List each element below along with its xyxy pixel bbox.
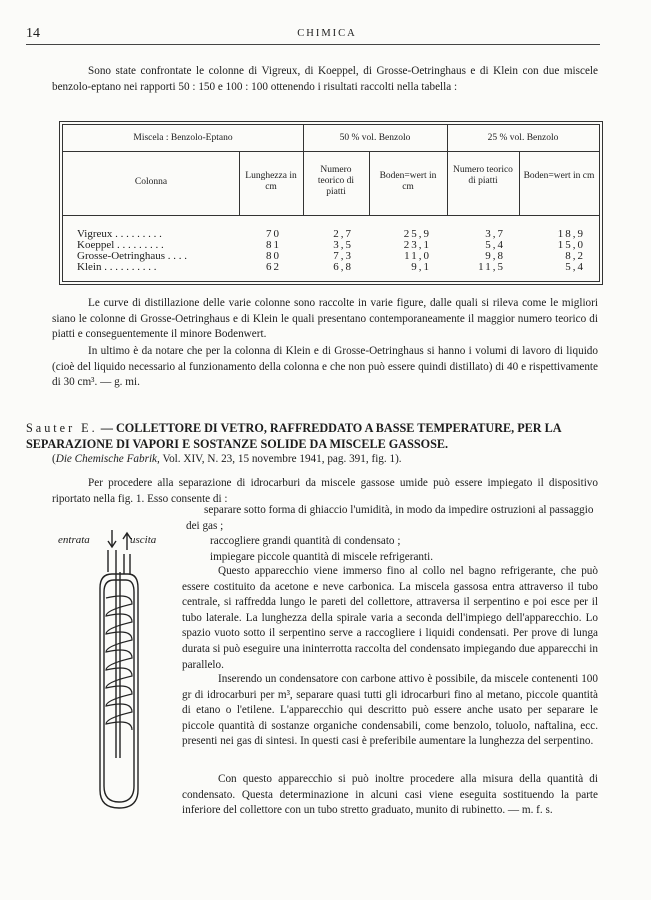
- figure-label-out: uscita: [130, 534, 157, 546]
- row-colonna: Koeppel . . . . . . . . .: [77, 239, 164, 251]
- figure-label-in: entrata: [58, 534, 90, 546]
- table-rule: [63, 215, 599, 216]
- row-numero-25: 3,7: [485, 228, 505, 240]
- list-item: impiegare piccole quantità di miscele refrigeranti.: [210, 550, 434, 563]
- row-lunghezza: 70: [266, 228, 281, 240]
- row-colonna: Grosse-Oetringhaus . . . .: [77, 250, 187, 262]
- serpentine-coil: [106, 596, 132, 730]
- row-boden-25: 15,0: [557, 239, 585, 251]
- row-colonna: Vigreux . . . . . . . . .: [77, 228, 162, 240]
- article-heading: [26, 420, 600, 452]
- col-lunghezza: Lunghezza in cm: [245, 171, 297, 192]
- list-item: raccogliere grandi quantità di condensato ;: [210, 535, 401, 548]
- running-head: CHIMICA: [297, 28, 357, 39]
- curves-paragraph: Le curve di distillazione delle varie colonne sono raccolte in varie figure, dalle quali si rileva come le migliori siano le colonne di Grosse-Oetringhaus e di Klein le quali presentano contemporaneamente il maggior numero teorico di piatti e conseguentemente il minore Bodenwert.: [52, 297, 598, 341]
- col-bodenwert-50: Boden=wert in cm: [379, 171, 437, 192]
- uses-list: [186, 503, 598, 565]
- vessel-outline: [100, 574, 138, 808]
- row-numero-25: 11,5: [478, 261, 505, 273]
- col-bodenwert-25: Boden=wert in cm: [523, 171, 595, 181]
- body-paragraph-1: Questo apparecchio viene immerso fino al collo nel bagno refrigerante, che può essere costituito da acetone e neve carbonica. La miscela gassosa entra attraverso il tubo centrale, si raffredda lungo le pareti del collettore, attraversa il serpentino e poi esce per il tubo laterale. La lunghezza della spirale varia a seconda dell'impiego dell'apparecchio. Lo spazio vuoto sotto il serpentino serve a raccogliere i liquidi condensati. Per prove di lunga durata si può eseguire una ininterrotta raccolta del condensato impiegando due apparecchi in parallelo.: [182, 565, 598, 671]
- row-numero-25: 9,8: [485, 250, 505, 262]
- inlet-arrow: [108, 530, 116, 547]
- results-table: [62, 124, 600, 282]
- journal-name: Die Chemische Fabrik,: [55, 453, 160, 465]
- intro-paragraph: Sono state confrontate le colonne di Vigreux, di Koeppel, di Grosse-Oetringhaus e di Klein con due miscele benzolo-eptano nei rapporti 50 : 150 e 100 : 100 ottenendo i risultati raccolti nella tabella :: [52, 65, 598, 93]
- header-rule: [26, 44, 600, 45]
- col-numero-teorico-50: Numero teorico di piatti: [317, 165, 355, 197]
- row-boden-25: 8,2: [565, 250, 585, 262]
- table-rule: [239, 151, 240, 215]
- row-lunghezza: 62: [266, 261, 281, 273]
- row-numero-25: 5,4: [485, 239, 505, 251]
- row-lunghezza: 81: [266, 239, 281, 251]
- body-intro: Per procedere alla separazione di idrocarburi da miscele gassose umide può essere impiegato il dispositivo riportato nella fig. 1. Esso consente di :: [52, 477, 598, 505]
- row-numero-50: 2,7: [333, 228, 353, 240]
- collector-diagram: [80, 528, 190, 818]
- row-boden-25: 5,4: [565, 261, 585, 273]
- header-50-benzolo: 50 % vol. Benzolo: [339, 133, 411, 143]
- table-rule: [369, 151, 370, 215]
- row-numero-50: 3,5: [333, 239, 353, 251]
- row-colonna: Klein . . . . . . . . . .: [77, 261, 157, 273]
- row-boden-50: 23,1: [403, 239, 431, 251]
- page-header: [26, 26, 628, 44]
- row-numero-50: 6,8: [333, 261, 353, 273]
- citation-details: Vol. XIV, N. 23, 15 novembre 1941, pag. 391, fig. 1).: [162, 453, 402, 465]
- article-author: Sauter E.: [26, 421, 98, 435]
- header-25-benzolo: 25 % vol. Benzolo: [487, 133, 559, 143]
- col-colonna: Colonna: [134, 177, 168, 187]
- row-boden-50: 9,1: [411, 261, 431, 273]
- body-paragraph-2: Inserendo un condensatore con carbone attivo è possibile, da miscele contenenti 100 gr di idrocarburi per m³, separare quasi tutti gli idrocarburi fino al metano, piccole quantità di etano o l'etilene. L'apparecchio qui descritto può essere anche usato per separare le piccole quantità di sostanze organiche condensabili, come benzolo, toluolo, naftalina, ecc. presenti nei gas di sintesi. In questi casi è preferibile aumentare la lunghezza del serpentino.: [182, 673, 598, 748]
- figure-collector: [58, 528, 190, 818]
- list-item: separare sotto forma di ghiaccio l'umidità, in modo da impedire ostruzioni al passaggio dei gas ;: [186, 504, 594, 532]
- article-citation: (Die Chemische Fabrik, Vol. XIV, N. 23, 15 novembre 1941, pag. 391, fig. 1).: [52, 453, 402, 465]
- row-boden-25: 18,9: [557, 228, 585, 240]
- row-lunghezza: 80: [266, 250, 281, 262]
- header-mixture: Miscela : Benzolo-Eptano: [133, 133, 233, 143]
- table-rule: [519, 151, 520, 215]
- row-boden-50: 25,9: [403, 228, 431, 240]
- page-number: 14: [26, 26, 40, 41]
- row-boden-50: 11,0: [404, 250, 431, 262]
- article-title: — COLLETTORE DI VETRO, RAFFREDDATO A BASSE TEMPERATURE, PER LA SEPARAZIONE DI VAPORI E SOSTANZE SOLIDE DA MISCELE GASSOSE.: [26, 421, 561, 451]
- body-paragraph-3: Con questo apparecchio si può inoltre procedere alla misura della quantità di condensato. Questa determinazione in alcuni casi viene eseguita sostituendo la parte inferiore del collettore con un tubo stretto graduato, munito di rubinetto. — m. f. s.: [182, 773, 598, 817]
- col-numero-teorico-25: Numero teorico di piatti: [453, 165, 513, 186]
- row-numero-50: 7,3: [333, 250, 353, 262]
- last-paragraph: In ultimo è da notare che per la colonna di Klein e di Grosse-Oetringhaus si hanno i volumi di lavoro di liquido (cioè del liquido necessario al funzionamento della colonna e che non può essere quindi distillato) di 40 e rispettivamente di 30 cm³. — g. mi.: [52, 345, 598, 389]
